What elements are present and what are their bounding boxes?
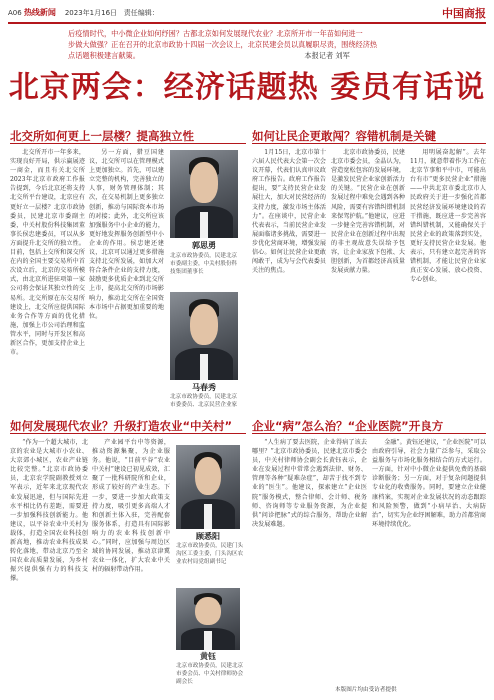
article-paragraph: 另一方面，猎豆国建议，北交所可以在管理模式上更加独立。首先，可以建立完整的机构，完善独立的人事，财务管理体制；其次，在交易机制上更多独立创新，推动与国际资本市场的对接；此外，北交所应该加强服务中小企业的能力，更好地发挥服务创新型中小企业的作用。侯忠建还建议，北京可以通过更多措施支持北交所发展，如加大对符合条件企业的支持力度，鼓励更多优质企业到北交所上市，提高北交所的市场影响力，推动北交所在全国资本市场中占据更加重要的地位。 — [89, 149, 164, 320]
article-column — [252, 148, 326, 414]
subhead-rule — [10, 143, 246, 144]
main-headline: 北京两会：经济话题热 委员有话说 — [8, 70, 486, 105]
subhead-modern-agriculture: 如何发展现代农业？升级打造农业“中关村” — [10, 419, 233, 433]
article-column — [92, 438, 170, 694]
article-paragraph: 产业园平台中等资源，推动资源集聚，为企业服务。他说，“目前平谷“农业中关村”建设已初见成效，汇聚了一批科研院所和企业，形成了较好的产业生态。下一步，要进一步加大政策支持力度，吸引更多高端人才和创新主体入驻，完善配套服务体系，打造具有国际影响力的农业科技创新中心。”同时，应加强与周边区域的协同发展，推动京津冀农业一体化，扩大农业中关村的辐射带动作用。 — [92, 439, 170, 574]
person-caption: 北京市政协委员，民建北京市委委员、北京民营企业家 — [170, 394, 238, 408]
person-name: 马春秀 — [192, 383, 216, 392]
page-number: A06 — [8, 9, 22, 17]
article-column — [10, 148, 85, 414]
lead-line: 后疫情时代，中小微企业如何纾困？古都北京如何发展现代农业？北京所开市一年苗如何进一 — [68, 29, 363, 38]
article-column — [252, 438, 367, 694]
article-paragraph: 1月15日，北京市第十六届人民代表大会第一次会议开幕，代表们认真审议政府工作报告。政府工作报告提出，要“支持民营企业发展壮大，加大对民营经济的支持力度，激发市场主体活力”。在座谈中，民营企业代表表示，当前民营企业发展面临诸多挑战，需要进一步优化营商环境，增强发展信心。如何让民营企业更敢闯敢干，成为与会代表委员关注的焦点。 — [252, 149, 326, 275]
subhead-beijing-stock-exchange: 北交所如何更上一层楼？提高独立性 — [10, 129, 194, 143]
portrait-photo — [170, 292, 238, 380]
photo-credit: 本版图片均由受访者提供 — [335, 687, 397, 693]
editor-label: 责任编辑： — [123, 9, 159, 17]
lead-line — [68, 50, 448, 61]
article-paragraph: “人生病了要去医院，企业得病了该去哪里？”北京市政协委员，民建北京市委会员，中关村律师协会副会长黄钰表示，企业在发展过程中常常会遇到法律、财务、管理等各种“疑难杂症”，却苦于找不到专业的“医生”。他建议，探索建立“企业医院”服务模式，整合律师、会计师、税务师、咨询师等专业服务资源，为企业提供“问诊把脉”式的综合服务，帮助企业解决发展难题。 — [252, 439, 367, 528]
person-caption: 北京市政协委员，民建北京市委副主委，中关村股份科技集团董事长 — [170, 253, 238, 275]
newspaper-logo: 中国商报 — [442, 7, 486, 20]
portrait-photo — [170, 150, 238, 238]
subhead-private-enterprise: 如何让民企更敢闯？容错机制是关键 — [252, 129, 436, 143]
section-name: 热线新闻 — [23, 8, 56, 17]
subhead-enterprise-hospital: 企业“病”怎么治？“企业医院”开良方 — [252, 419, 444, 433]
page-header — [8, 6, 486, 20]
article-column — [410, 148, 486, 414]
header-rule — [8, 22, 486, 24]
portrait-photo — [176, 445, 240, 529]
person-name: 黄钰 — [200, 652, 216, 661]
person-name: 郭思勇 — [192, 241, 216, 250]
subhead-rule — [252, 433, 486, 434]
lead-line: 步做大做强？正在召开的北京市政协十四届一次会议上，北京民建会员以真履职尽责，围绕经济热 — [68, 40, 378, 49]
reporter-byline: 本报记者 刘军 — [304, 51, 350, 60]
lead-line-text: 点话题积极建言献策。 — [68, 51, 140, 60]
article-paragraph: 用明展奋起解”。去年11月，就意带着作为工作在北京节事和平中市，可能出台有市“更多民营企业”措施——中共北京市委北京市人民政府关于进一步强化首都民营经济发展环境建设的若干措施，既应进一步完善容错纠错机制，又能确保关于民营企业的政策落到实处，更好支持民营企业发展。他表示，只有建立起完善的容错机制，才能让民营企业家真正安心发展、放心投资、专心创业。 — [410, 149, 486, 284]
subhead-rule — [10, 433, 246, 434]
article-paragraph: 金融”。黄钰还建议，“企业医院”可以由政府引导，社会力量广泛参与，采取公益服务与市场化服务相结合的方式运行。一方面，针对中小微企业提供免费的基础诊断服务；另一方面，对于复杂问题提供专业化的收费服务。同时，要建立企业健康档案，实现对企业发展状况的动态跟踪和风险预警，做到“小病早治、大病防治”，切实为企业纾困解难，助力首都营商环境持续优化。 — [372, 439, 486, 528]
issue-date: 2023年1月16日 — [64, 9, 118, 17]
portrait-photo — [176, 588, 240, 650]
article-column — [372, 438, 486, 682]
article-column — [89, 148, 164, 414]
header-meta — [8, 7, 159, 18]
article-column — [331, 148, 405, 414]
lead-paragraph — [68, 28, 448, 61]
subhead-rule — [252, 143, 486, 144]
article-paragraph: “作为一个超大城市，北京的农业是大城市小农业、大京郊小城区，农业产业链比较完整。”北京市政协委员，北京农学院副教授刘立军表示，近年来北京现代农业发展迅速，但与国际先进水平相比仍有差距，需要进一步加强科技创新能力。他建议，以平谷农业中关村为载体，打造全国农业科技创新高地，推动农业科技成果转化落地，带动北京乃至全国农业高质量发展，为乡村振兴提供强有力的科技支撑。 — [10, 439, 88, 583]
person-name: 顾悉阳 — [196, 532, 220, 541]
article-paragraph: 北交所开市一年多来，实现良好开局，供示赢展迹一商金，而且有关北交所2023年北京市政府工作报告提到，今后北京还将支持北交所平台建设，北京应有更好立一层楼？北京市政协委员，民建北京市委副主委，中关村股份科技集团董事长侯忠建委员，可以从多方面提升北交所的独立性。目前，包括上交所和深交所在内的全国主要交易所中首次设立后，北京的交易所模式，由北京所进驻项第一家公司将会保证其独立性的交易所。北交所原在东交易所建设上，北交所应提供国际业务合作等方面的优化措施，加强上市公司治理和监管水平，同时与开发区和高新区合作，更加支持企业上市。 — [10, 149, 85, 357]
article-paragraph: 北京市政协委员，民建北京市委会员，金晶认为，营造宽松包容的发展环境，是激发民营企业家创新活力的关键。“民营企业在创新发展过程中难免会遇到各种风险，需要有容错纠错机制来保驾护航。”他建议，应进一步健全完善容错机制，对民营企业在创新过程中出现的非主观故意失误给予包容，让企业家放下包袱、大胆创新，为首都经济高质量发展贡献力量。 — [331, 149, 405, 275]
person-caption: 北京市政协委员，民建门头沟区工委主委，门头沟区农业农村局党组副书记 — [176, 543, 244, 565]
article-column — [10, 438, 88, 694]
person-caption: 北京市政协委员，民建北京市委会员、中关村律师协会副会长 — [176, 663, 244, 685]
